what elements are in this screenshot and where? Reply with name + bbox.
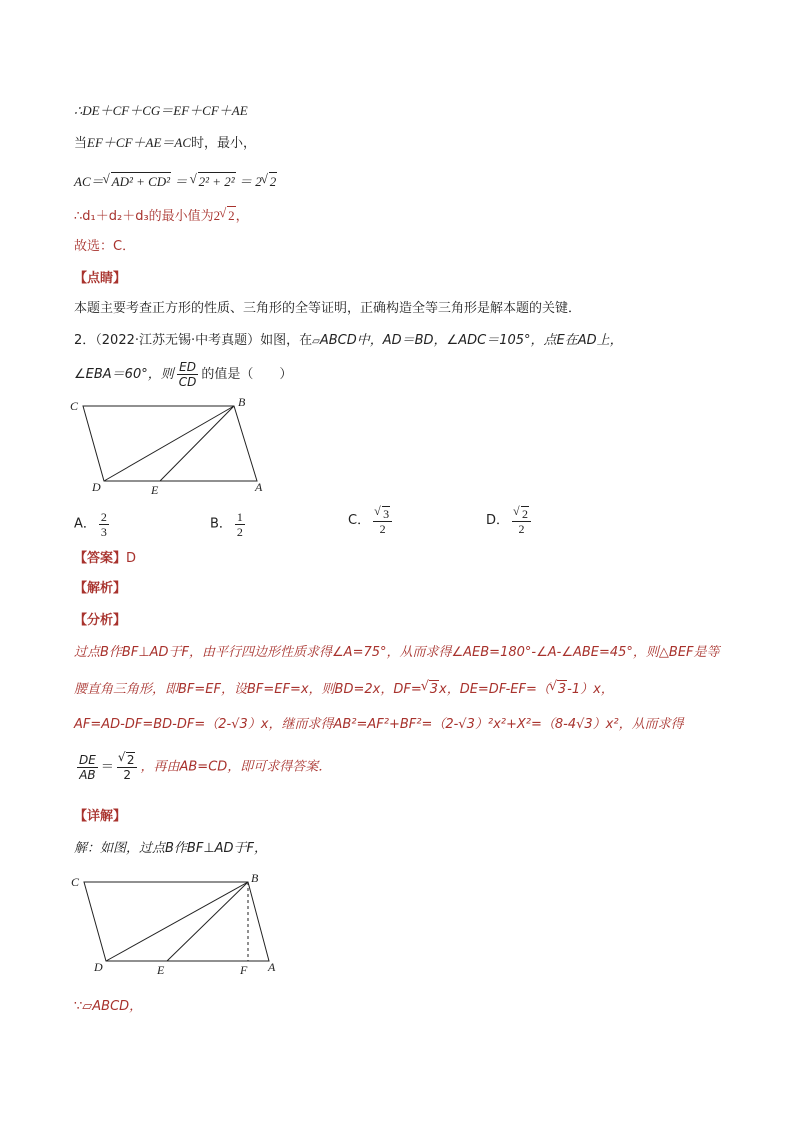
radical: √ 3 xyxy=(429,680,439,699)
fraction xyxy=(99,510,109,539)
expr: ＝ xyxy=(171,174,191,189)
figure-2 xyxy=(66,868,286,982)
text: ABCD中，AD＝BD，∠ADC＝105°，点E在AD上， xyxy=(319,333,623,348)
analysis-line-3: AF=AD-DF=BD-DF=（2-√3）x，继而求得AB²=AF²+BF²=（2-√3）²x²+X²=（8-4√3）x²，从而求得 xyxy=(74,717,684,732)
text: ， xyxy=(235,208,249,223)
option-label: B． xyxy=(210,516,232,532)
label-d: D xyxy=(94,960,103,974)
text: 当 xyxy=(74,136,88,151)
numerator: √ 2 xyxy=(117,752,138,768)
dianjing-tag: 【点睛】 xyxy=(74,271,127,286)
radical: √ 2² + 2² xyxy=(198,172,236,191)
text: x，DE=DF-EF=（ xyxy=(439,682,550,697)
analysis-line-4 xyxy=(74,752,331,782)
denominator: 2 xyxy=(379,522,386,536)
detail-line-1: 解：如图，过点B作BF⊥AD于F， xyxy=(74,841,268,856)
text: 2．（2022·江苏无锡·中考真题）如图，在 xyxy=(74,333,313,348)
fraction xyxy=(117,752,138,782)
equals: ＝ xyxy=(100,759,114,775)
numerator: √ 3 xyxy=(373,506,392,522)
option-c[interactable] xyxy=(348,506,395,536)
analysis-line-1: 过点B作BF⊥AD于F，由平行四边形性质求得∠A=75°，从而求得∠AEB=180°-∠A-∠ABE=45°，则△BEF是等 xyxy=(74,645,720,660)
denominator: 2 xyxy=(236,525,243,539)
analysis-line-2 xyxy=(74,680,614,699)
value: 2 xyxy=(213,208,221,223)
fenxi-tag: 【分析】 xyxy=(74,613,127,628)
detail-line-2: ∵▱ABCD， xyxy=(74,999,143,1014)
label-d: D xyxy=(92,480,101,494)
expr: EF＋CF＋AE＝AC xyxy=(87,135,192,150)
expr: ＝ 2 xyxy=(235,174,262,189)
denominator: CD xyxy=(178,375,197,389)
line-7: 本题主要考查正方形的性质、三角形的全等证明，正确构造全等三角形是解本题的关键． xyxy=(74,301,582,316)
segment-be xyxy=(167,882,248,961)
label-b: B xyxy=(238,396,246,409)
fraction xyxy=(235,510,245,539)
radical: √ 3 xyxy=(557,680,567,699)
option-b[interactable] xyxy=(210,510,248,539)
radical: √ AD² + CD² xyxy=(111,172,171,191)
label-c: C xyxy=(71,875,80,889)
denominator: 2 xyxy=(123,768,131,782)
text: ，再由AB=CD，即可求得答案． xyxy=(140,759,332,775)
label-a: A xyxy=(268,960,276,974)
option-a[interactable] xyxy=(74,510,112,539)
numerator: 1 xyxy=(236,510,243,524)
label-c: C xyxy=(70,399,79,413)
option-label: A． xyxy=(74,516,96,532)
figure-1 xyxy=(66,396,276,498)
fraction xyxy=(177,360,199,389)
text: -1）x， xyxy=(567,682,614,697)
option-label: C． xyxy=(348,512,371,528)
denominator: 2 xyxy=(518,522,525,536)
numerator: √ 2 xyxy=(512,506,531,522)
expr: AC＝ xyxy=(74,174,104,189)
question-2-line-1 xyxy=(74,332,623,351)
question-2-line-2 xyxy=(74,360,292,389)
numerator: ED xyxy=(179,360,196,374)
line-1: ∴DE＋CF＋CG＝EF＋CF＋AE xyxy=(74,103,248,118)
numerator: DE xyxy=(79,752,96,767)
line-2 xyxy=(74,134,256,153)
segment-bd xyxy=(104,406,234,481)
line-4 xyxy=(74,206,249,226)
label-b: B xyxy=(251,871,259,885)
fraction xyxy=(77,753,98,782)
label-f: F xyxy=(240,963,248,977)
label-e: E xyxy=(151,483,159,497)
text: 腰直角三角形，即BF=EF，设BF=EF=x，则BD=2x，DF= xyxy=(74,682,422,697)
parallelogram-icon: ▱ xyxy=(312,336,320,347)
denominator: 3 xyxy=(100,525,107,539)
option-label: D． xyxy=(486,512,510,528)
label-a: A xyxy=(255,480,263,494)
text: ∴d₁＋d₂＋d₃的最小值为 xyxy=(74,209,214,224)
line-5: 故选：C． xyxy=(74,239,136,254)
radical: √ 2 xyxy=(227,206,236,225)
answer-value: D xyxy=(126,551,137,566)
radical: √ 2 xyxy=(269,172,278,191)
analysis-tag: 【解析】 xyxy=(74,581,127,596)
segment-bd xyxy=(106,882,248,961)
line-3 xyxy=(74,172,277,191)
label-e: E xyxy=(157,963,165,977)
answer-tag: 【答案】 xyxy=(74,551,127,566)
fraction xyxy=(373,506,392,536)
text: ∠EBA＝60°，则 xyxy=(74,367,174,382)
numerator: 2 xyxy=(100,510,107,524)
segment-be xyxy=(160,406,234,481)
fraction xyxy=(512,506,531,536)
detail-tag: 【详解】 xyxy=(74,809,127,824)
denominator: AB xyxy=(79,767,96,782)
option-d[interactable] xyxy=(486,506,534,536)
text: 时，最小， xyxy=(191,136,257,151)
answer-line xyxy=(74,550,136,568)
text: 的值是（ ） xyxy=(201,367,293,382)
